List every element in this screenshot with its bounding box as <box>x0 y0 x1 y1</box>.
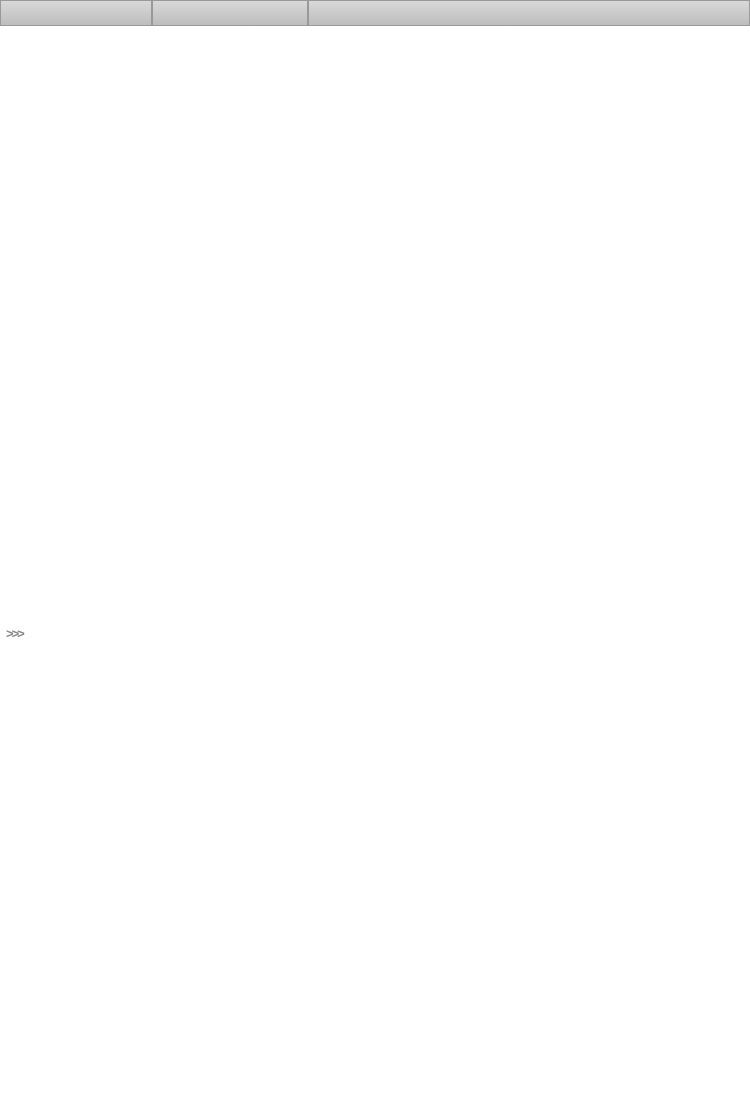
header-model <box>0 0 152 26</box>
header-drawing <box>308 0 750 26</box>
table-title <box>6 626 29 641</box>
header-bar <box>0 0 750 26</box>
header-arrangement <box>152 0 308 26</box>
chevrons-icon: >>> <box>6 626 23 641</box>
